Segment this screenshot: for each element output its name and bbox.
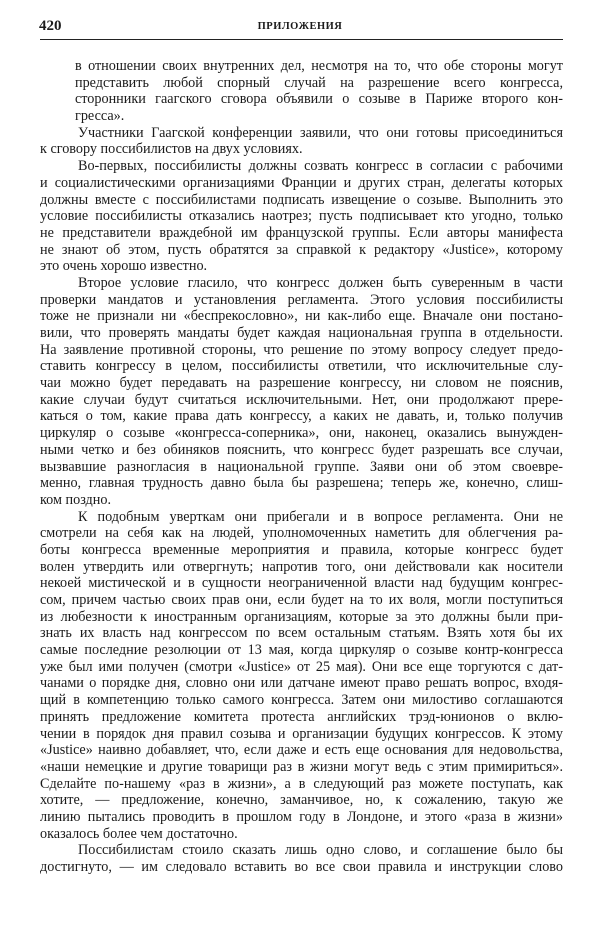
text-line: ком поздно. bbox=[40, 491, 112, 508]
paragraph bbox=[40, 842, 563, 875]
text-line: уже был ими получен (смотри «Justice» от 25 мая). Они все еще торгуются с дат- bbox=[40, 658, 563, 675]
text-line: Сделайте по-нашему «раз в жизни», а в следующий раз можете поступать, как bbox=[40, 775, 563, 792]
text-line: некоей мистической и в сущности неограниченной власти над будущим конгрес- bbox=[40, 575, 563, 592]
text-line: должны вместе с поссибилистами подписать извещение о созыве. Выполнить это bbox=[40, 191, 563, 208]
quoted-paragraph bbox=[40, 58, 563, 125]
text-line: линию пытались проводить в прошлом году в Лондоне, и этого «раза в жизни» bbox=[40, 808, 563, 825]
text-line: К подобным уверткам они прибегали и в вопросе регламента. Они не bbox=[78, 508, 563, 525]
text-line: хотите, — предложение, конечно, заманчивое, но, к сожалению, такую же bbox=[40, 792, 563, 809]
text-line: тоже не признали ни «беспрекословно», ни как-либо еще. Вначале они постано- bbox=[40, 308, 563, 325]
text-line: циркуляр о созыве «конгресса-соперника», они, наконец, оказались вынужден- bbox=[40, 425, 563, 442]
header-rule bbox=[40, 39, 563, 40]
paragraph bbox=[40, 158, 563, 275]
text-line: оказалось более чем достаточно. bbox=[40, 825, 238, 842]
text-line: Во-первых, поссибилисты должны созвать конгресс в согласии с рабочими bbox=[78, 158, 563, 175]
text-line: самые последние резолюции от 13 мая, когда циркуляр о созыве контр-конгресса bbox=[40, 642, 563, 659]
text-line: На заявление противной стороны, что решение по этому вопросу следует предо- bbox=[40, 341, 563, 358]
text-line: смотрели на себя как на людей, уполномоченных наметить для облегчения ра- bbox=[40, 525, 563, 542]
text-line: менно, главная трудность давно была бы разрешена; теперь же, конечно, слиш- bbox=[40, 475, 563, 492]
paragraph bbox=[40, 125, 563, 158]
page-number: 420 bbox=[39, 18, 62, 34]
text-line: проверки мандатов и установления регламента. Этого условия поссибилисты bbox=[40, 291, 563, 308]
text-line: представить любой спорный случай на разрешение всего конгресса, bbox=[75, 74, 563, 91]
text-line: чанами о порядке дня, словно они или датчане имеют право решать вопрос, входя- bbox=[40, 675, 563, 692]
text-line: вызвавшие разногласия в национальной группе. Заяви они об этом своевре- bbox=[40, 458, 563, 475]
text-line: Участники Гаагской конференции заявили, что они готовы присоединиться bbox=[78, 124, 563, 141]
text-line: не представители враждебной им французской группы. Если авторы манифеста bbox=[40, 224, 563, 241]
text-line: условие поссибилисты отказались наотрез; пусть подписывает кто угодно, только bbox=[40, 208, 563, 225]
text-line: к сговору поссибилистов на двух условиях. bbox=[40, 141, 303, 158]
text-line: чаи можно будет передавать на разрешение конгрессу, ни словом не пояснив, bbox=[40, 375, 563, 392]
text-line: Поссибилистам стоило сказать лишь одно слово, и соглашение было бы bbox=[78, 842, 563, 859]
text-line: каться о том, какие права дать конгрессу, а каких не давать, и, только получив bbox=[40, 408, 563, 425]
text-line: не знают об этом, пусть обратятся за справкой к редактору «Justice», которому bbox=[40, 241, 563, 258]
text-line: это очень хорошо известно. bbox=[40, 258, 208, 275]
text-line: в отношении своих внутренних дел, несмотря на то, что обе стороны могут bbox=[75, 58, 563, 74]
paragraph bbox=[40, 509, 563, 843]
text-line: чении в порядок дня правил созыва и организации будущих конгрессов. К этому bbox=[40, 725, 563, 742]
text-line: боты конгресса временные мероприятия и правила, которые конгресс будет bbox=[40, 541, 563, 558]
page-body bbox=[40, 58, 563, 876]
text-line: гресса». bbox=[75, 108, 125, 125]
text-line: из любезности к иностранным организациям, которые за это должны были при- bbox=[40, 608, 563, 625]
text-line: и социалистическими организациями Франции и других стран, делегаты которых bbox=[40, 174, 563, 191]
text-line: волен утвердить или отвергнуть; напротив того, они действовали как носители bbox=[40, 558, 563, 575]
text-line: сом, причем частью своих прав они, если будет на то их воля, могли поступиться bbox=[40, 592, 563, 608]
text-line: вили, что проверять мандаты будет каждая национальная группа в отдельности. bbox=[40, 325, 563, 341]
text-line: щий в компетенцию только самого конгресса. Затем они милостиво соглашаются bbox=[40, 692, 563, 709]
text-line: сторонники гаагского сговора объявили о созыве в Париже второго кон- bbox=[75, 91, 563, 108]
text-line: какие случаи будут считаться исключительными. Нет, они продолжают прере- bbox=[40, 391, 563, 408]
text-line: ными четко и без обиняков пояснить, что конгресс будет разрешать все случаи, bbox=[40, 441, 563, 458]
text-line: ставить конгрессу в целом, поссибилисты ответили, что исключительные слу- bbox=[40, 358, 563, 375]
running-title: ПРИЛОЖЕНИЯ bbox=[257, 21, 343, 32]
text-line: Второе условие гласило, что конгресс должен быть суверенным в части bbox=[78, 274, 563, 291]
text-line: принять предложение комитета протеста английских трэд-юнионов о вклю- bbox=[40, 708, 563, 725]
text-line: «наши немецкие и другие товарищи раз в жизни могут ведь с этим примириться». bbox=[40, 758, 563, 775]
text-line: знать их власть над конгрессом по всем остальным статьям. Взять хотя бы их bbox=[40, 625, 563, 642]
paragraph bbox=[40, 275, 563, 509]
text-line: «Justice» наивно добавляет, что, если даже и есть еще основания для недовольства, bbox=[40, 742, 563, 759]
text-line: достигнуто, — им следовало вставить во все свои правила и инструкции слово bbox=[40, 859, 563, 875]
